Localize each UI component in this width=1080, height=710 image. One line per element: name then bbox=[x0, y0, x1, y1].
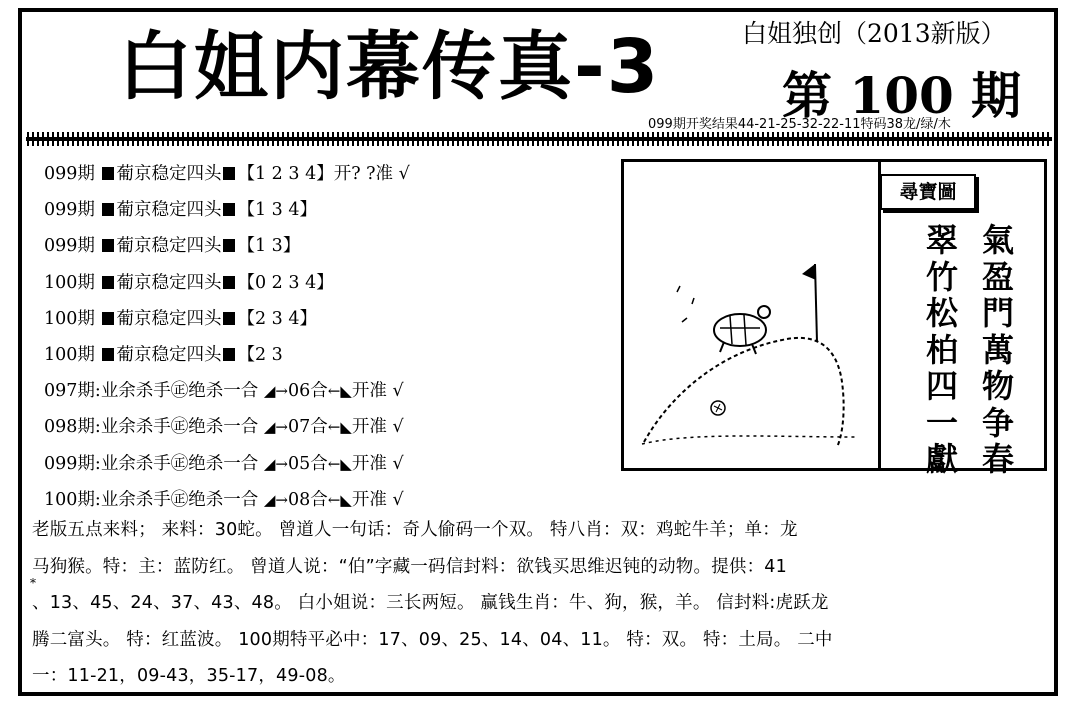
row-value: 【2 3 4】 bbox=[237, 308, 318, 329]
list-item bbox=[44, 409, 410, 445]
block-icon bbox=[223, 348, 235, 361]
block-icon bbox=[223, 276, 235, 289]
triangle-right-icon: ←◣ bbox=[327, 454, 352, 473]
row-period: 100期 bbox=[44, 308, 95, 329]
list-item bbox=[44, 265, 410, 301]
row-period: 100期 bbox=[44, 344, 95, 365]
row-period: 100期: bbox=[44, 489, 101, 510]
row-period: 099期: bbox=[44, 453, 101, 474]
row-period: 099期 bbox=[44, 236, 95, 257]
row-value: 08合 bbox=[288, 489, 328, 510]
issue-number: 第 100 期 bbox=[782, 66, 1022, 125]
row-label: 葡京稳定四头 bbox=[116, 200, 222, 221]
block-icon bbox=[223, 312, 235, 325]
block-icon bbox=[102, 348, 114, 361]
row-period: 098期: bbox=[44, 417, 101, 438]
list-item bbox=[44, 301, 410, 337]
block-icon bbox=[102, 239, 114, 252]
block-icon bbox=[223, 239, 235, 252]
poem-line-1: 氣盈門萬物争春 bbox=[981, 221, 1014, 478]
turtle-hill-drawing bbox=[632, 232, 872, 462]
triangle-right-icon: ←◣ bbox=[327, 490, 352, 509]
row-label: 葡京稳定四头 bbox=[116, 344, 222, 365]
text-line: 马狗猴。特：主：蓝防红。 曾道人说：“伯”字藏一码信封料：欲钱买思维迟钝的动物。提供：41 bbox=[32, 556, 787, 577]
triangle-left-icon: ◢→ bbox=[263, 418, 288, 437]
row-status: 开准 √ bbox=[351, 489, 404, 510]
list-item bbox=[44, 192, 410, 228]
list-item bbox=[44, 228, 410, 264]
poem-column-1 bbox=[980, 222, 1016, 478]
row-label: 葡京稳定四头 bbox=[116, 308, 222, 329]
treasure-title: 尋寶圖 bbox=[880, 174, 976, 210]
row-value: 【1 3 4】 bbox=[237, 200, 318, 221]
block-icon bbox=[102, 203, 114, 216]
row-value: 【2 3 bbox=[237, 344, 283, 365]
triangle-right-icon: ←◣ bbox=[327, 382, 352, 401]
list-item bbox=[44, 337, 410, 373]
row-period: 099期 bbox=[44, 164, 95, 184]
list-item bbox=[44, 446, 410, 482]
triangle-left-icon: ◢→ bbox=[263, 490, 288, 509]
row-status: 开准 √ bbox=[351, 417, 404, 438]
block-icon bbox=[102, 167, 114, 180]
poem-column-2 bbox=[924, 222, 960, 478]
edition-label: 白姐独创（2013新版） bbox=[742, 19, 1006, 48]
row-label: 业余杀手㊣绝杀一合 bbox=[100, 381, 259, 402]
row-period: 100期 bbox=[44, 272, 95, 293]
row-period: 097期: bbox=[44, 381, 101, 402]
triangle-left-icon: ◢→ bbox=[263, 454, 288, 473]
text-line: 、13、45、24、37、43、48。 白小姐说：三长两短。 赢钱生肖：牛、狗，猴，羊。 信封料:虎跃龙 bbox=[32, 593, 829, 614]
row-value: 【0 2 3 4】 bbox=[237, 272, 334, 293]
page-title: 白姐内幕传真-3 bbox=[118, 24, 661, 110]
text-line: 腾二富头。 特：红蓝波。 100期特平必中：17、09、25、14、04、11。 特：双。 特：土局。 二中 bbox=[32, 629, 833, 650]
row-label: 业余杀手㊣绝杀一合 bbox=[100, 453, 259, 474]
row-label: 葡京稳定四头 bbox=[116, 236, 222, 257]
row-label: 葡京稳定四头 bbox=[116, 272, 222, 293]
decorative-divider bbox=[26, 132, 1052, 146]
row-value: 05合 bbox=[288, 453, 328, 474]
bottom-text-block bbox=[32, 512, 1048, 695]
previous-result: 099期开奖结果44-21-25-32-22-11特码38龙/绿/木 bbox=[648, 117, 951, 132]
triangle-right-icon: ←◣ bbox=[327, 418, 352, 437]
block-icon bbox=[102, 312, 114, 325]
row-value: 【1 2 3 4】开? ?准 √ bbox=[237, 164, 410, 184]
block-icon bbox=[223, 203, 235, 216]
text-line: 老版五点来料； 来料：30蛇。 曾道人一句话：奇人偷码一个双。 特八肖：双：鸡蛇牛羊；单：龙 bbox=[32, 520, 798, 540]
row-value: 06合 bbox=[288, 381, 328, 402]
row-value: 【1 3】 bbox=[237, 236, 301, 257]
star-mark: * bbox=[30, 576, 36, 590]
treasure-map-box bbox=[621, 159, 1047, 478]
block-icon bbox=[102, 276, 114, 289]
row-label: 葡京稳定四头 bbox=[116, 164, 222, 184]
row-label: 业余杀手㊣绝杀一合 bbox=[100, 417, 259, 438]
row-label: 业余杀手㊣绝杀一合 bbox=[100, 489, 259, 510]
text-line: 一：11-21，09-43，35-17，49-08。 bbox=[32, 666, 346, 687]
row-value: 07合 bbox=[288, 417, 328, 438]
row-period: 099期 bbox=[44, 200, 95, 221]
triangle-left-icon: ◢→ bbox=[263, 382, 288, 401]
prediction-rows bbox=[44, 156, 410, 518]
list-item bbox=[44, 373, 410, 409]
block-icon bbox=[223, 167, 235, 180]
row-status: 开准 √ bbox=[351, 381, 404, 402]
row-status: 开准 √ bbox=[351, 453, 404, 474]
poem-line-2: 翠竹松柏四一獻 bbox=[925, 221, 958, 478]
list-item bbox=[44, 156, 410, 192]
